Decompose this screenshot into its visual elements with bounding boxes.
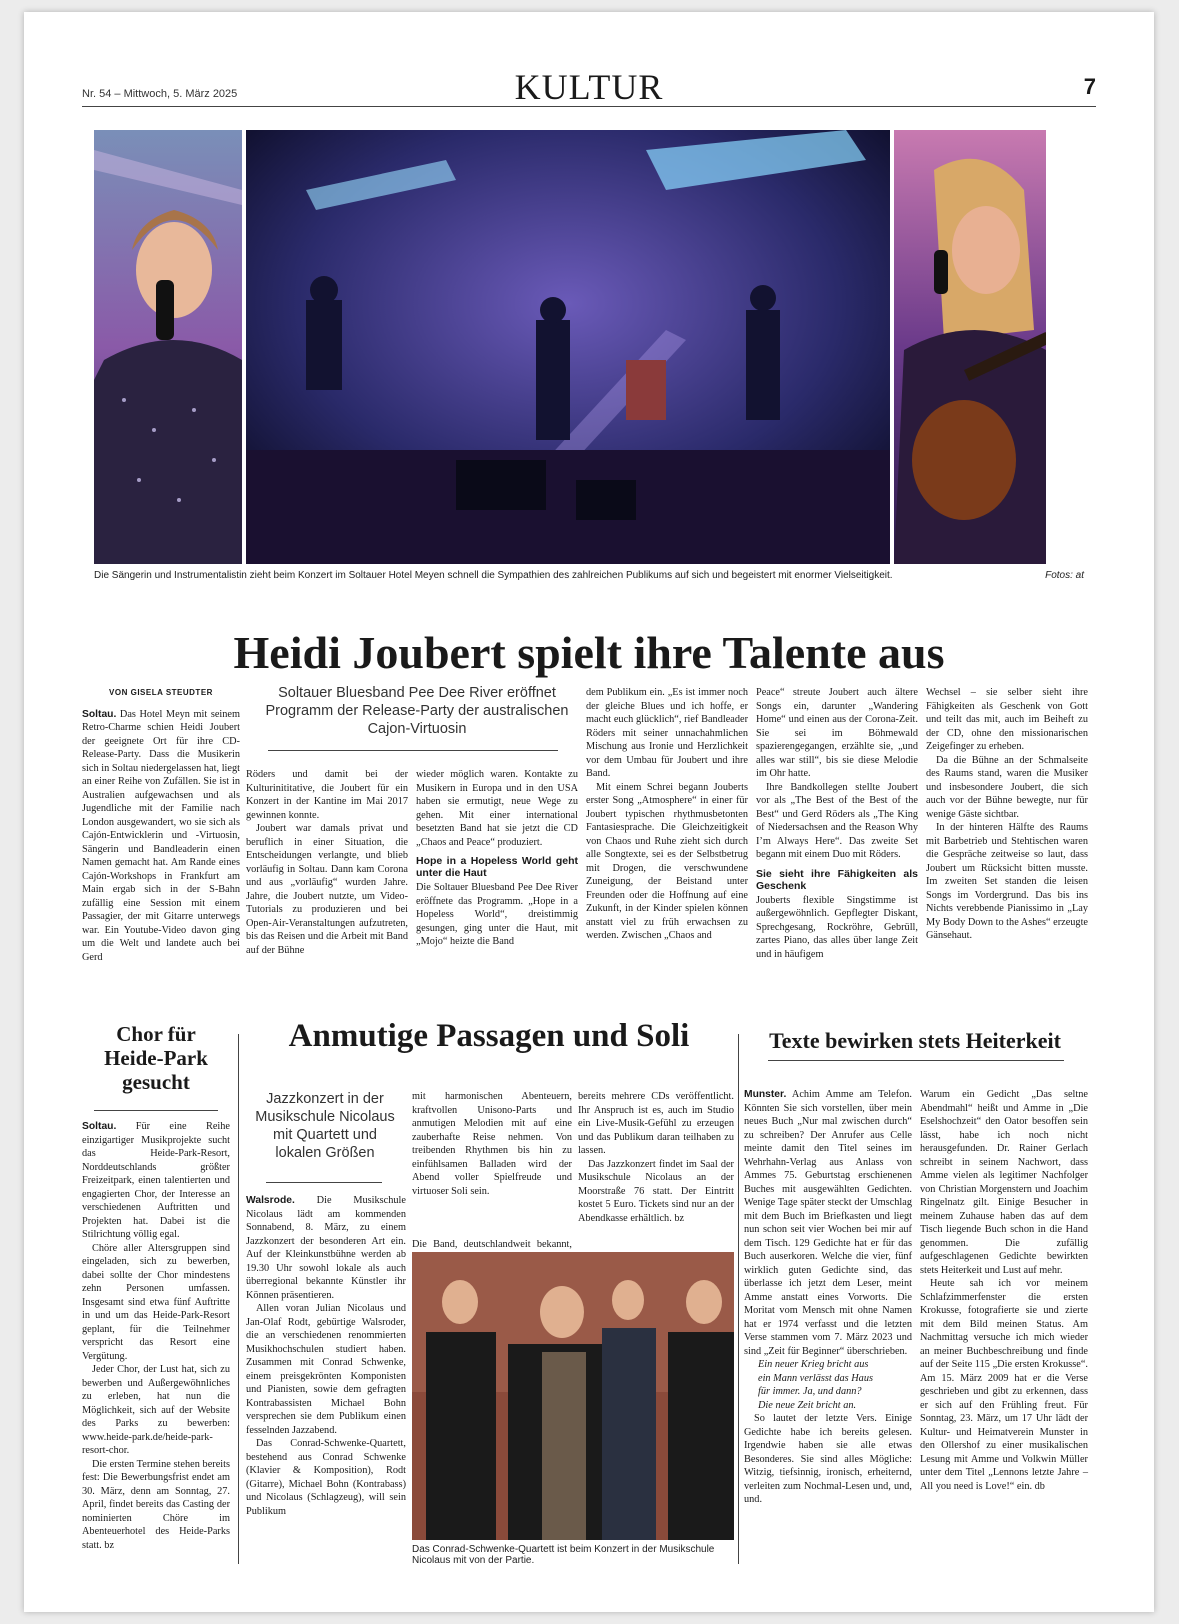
jazz-col1: Walsrode. Die Musikschule Nicolaus lädt am kommenden Sonnabend, 8. März, zu einem Jazzkonzert der besonderen Art ein. Auf der Kleinkunstbühne werden ab 19.30 Uhr sowohl lokale als auch überregional bekannte Künstler ihr Können präsentieren. Allen voran Julian Nicolaus und Jan-Olaf Rodt, gebürtige Walsroder, die an verschiedenen renommierten Musikhochschulen studiert haben. Zusammen mit Conrad Schwenke, einem preisgekrönten Komponisten und Pianisten, sowie dem gefragten Kontrabassisten Michael Bohn versprechen sie dem Publikum einen fesselnden Jazzabend. Das Conrad-Schwenke-Quartett, bestehend aus Conrad Schwenke (Klavier & Komposition), Rodt (Gitarre), Michael Bohn (Kontrabass) und Nicolaus (Schlagzeug), will sein Publikum [246,1195,406,1517]
quartet-illustration [412,1252,734,1540]
article1-col6: Wechsel – sie selber sieht ihre Fähigkeiten als Geschenk von Gott und teilt das mit, auch im Beiheft zu der CD, ohne den missionarischen Zeigefinger zu erheben. Da die Bühne an der Schmalseite des Raums stand, waren die Musiker und insbesondere Joubert, die sich auch vor der Bühne bewegte, nur für wenige Gäste sichtbar. In der hinteren Hälfte des Raums mit Barbetrieb und Stehtischen waren die Gespräche zeitweise so laut, dass Joubert um Rücksicht bitten musste. Im zweiten Set standen die leisen Songs im Vordergrund. Das bis ins Nichts verebbende Pianissimo in „Lay My Body Down to the Ashes“ erzeugte Gänsehaut. [926,687,1088,941]
photo-band-stage [246,130,890,564]
byline: VON GISELA STEUDTER [109,688,213,697]
article1-col3: wieder möglich waren. Kontakte zu Musikern in Europa und in den USA haben sie ermutigt, neue Wege zu gehen. Mit einer international besetzten Band hat sie jetzt die CD „Chaos and Peace“ produziert. Hope in a Hopeless World geht unter die Haut Die Soltauer Bluesband Pee Dee River eröffnete das Programm. „Hope in a Hopeless World“, dreistimmig gesungen, ging unter die Haut, mit „Mojo“ heizte die Band [416,769,578,947]
photo-caption: Die Sängerin und Instrumentalistin zieht beim Konzert im Soltauer Hotel Meyen schnell die Sympathien des zahlreichen Publikums auf sich und begeistert mit enormer Vielseitigkeit. [94,570,893,581]
photo-singer-left [94,130,242,564]
chor-headline: Chor für Heide-Park gesucht [104,1022,208,1094]
column-divider-left [238,1034,239,1564]
column-divider-right [738,1034,739,1564]
section-title: KULTUR [514,67,664,107]
article1-col5: Peace“ streute Joubert auch ältere Songs ein, darunter „Wandering Home“ und einen aus der Corona-Zeit. Sie sei im Böhmewald spazierengegangen, erzählte sie, „und alles war still“, bis sie diese Melodie im Ohr hatte. Ihre Bandkollegen stellte Joubert vor als „The Best of the Best of the Best“ und Gerd Röders als „The King of Niedersachsen and the Reason Why I’m Always Here“. Das zweite Set begann mit einem Duo mit Röders. Sie sieht ihre Fähigkeiten als Geschenk Jouberts flexible Singstimme ist außergewöhnlich. Gepflegter Diskant, Sprechgesang, Rockröhre, Gebrüll, zartes Piano, das alles über lange Zeit und in häufigem [756,687,918,960]
texte-headline: Texte bewirken stets Heiterkeit [769,1028,1061,1053]
newspaper-page [24,12,1154,1612]
article1-lead: Soltau. Das Hotel Meyn mit seinem Retro-Charme schien Heidi Joubert der geeignete Ort für ihre CD-Release-Party. Dass die Musikerin sich in Soltau niedergelassen hat, liegt an einer Reihe von Zufällen. Sie ist in Australien aufgewachsen und als Jugendliche mit der Familie nach London ausgewandert, wo sie sich als Cajón-Entwicklerin und -Virtuosin, Sängerin und Bandleaderin einen Namen gemacht hat. Am Rande eines Cajón-Workshops in Frankfurt am Main ergab sich in der S-Bahn zufällig eine Session mit einem Passagier, der mit Gitarre unterwegs war. Ein Youtube-Video davon ging um die Welt und landete auch bei Gerd [82,708,240,963]
header-rule [82,106,1096,107]
article1-col2: Röders und damit bei der Kulturinititative, die Joubert für ein Konzert in der Kantine im Mai 2017 gewinnen konnte. Joubert war damals privat und beruflich in einer Situation, die Entscheidungen verlangte, und blieb vorläufig in Soltau. Dann kam Corona und aus „vorläufig“ wurden Jahre. Jahre, die Joubert nutzte, um Video-Tutorials zu produzieren und bei Open-Air-Veranstaltungen aufzutreten, bis das Reisen und die Arbeit mit Band auf der Bühne [246,769,408,956]
deck-rule [268,750,558,751]
jazz-col2: mit harmonischen Abenteuern, kraftvollen Unisono-Parts und anmutigen Melodien mit auf eine zauberhafte Reise nehmen. Von treibenden Rhythmen bis hin zu einfühlsamen Balladen wird der Abend voller Spielfreude und virtuoser Soli sein. Die Band, deutschlandweit bekannt, [412,1091,572,1250]
poem: Ein neuer Krieg bricht aus ein Mann verlässt das Haus für immer. Ja, und dann? Die neue Zeit bricht an. [758,1359,873,1411]
jazz-headline: Anmutige Passagen und Soli [288,1018,690,1054]
article-headline: Heidi Joubert spielt ihre Talente aus [233,627,945,678]
jazz-deck-rule [266,1182,382,1183]
dateline: Soltau. [82,708,117,720]
texte-rule [768,1060,1064,1061]
article1-col1 [82,686,240,964]
chor-body: Soltau. Für eine Reihe einzigartiger Musikprojekte sucht das Heide-Park-Resort, Norddeutschlands größter Freizeitpark, einen talentierten und engagierten Chor, der Interesse an verschiedenen Auftritten und Projekten hat. Dabei ist die Stilrichtung völlig egal. Chöre aller Altersgruppen sind eingeladen, sich zu bewerben, dabei sollte der Chor mindestens zehn Personen umfassen. Insgesamt sind etwa fünf Auftritte in und um das Heide-Park-Resort geplant, für die Teilnehmer verspricht das Resort eine Vergütung. Jeder Chor, der Lust hat, sich zu bewerben und Außergewöhnliches zu erleben, hat nun die Möglichkeit, sich auf der Website des Parks zu bewerben: www.heide-park.de/heide-park-resort-chor. Die ersten Termine stehen bereits fest: Die Bewerbungsfrist endet am 30. März, denn am Sonntag, 27. April, findet bereits das Casting der nominierten Chöre im Abenteuerhotel des Heide-Parks statt. bz [82,1121,230,1551]
photo-credit: Fotos: at [1045,570,1084,581]
jazz-col3: bereits mehrere CDs veröffentlicht. Ihr Anspruch ist es, auch im Studio ein Live-Musik-Gefühl zu erzeugen und das Publikum daran teilhaben zu lassen. Das Jazzkonzert findet im Saal der Musikschule Nicolaus an der Moorstraße 76 statt. Der Eintritt kostet 5 Euro. Tickets sind nur an der Abendkasse erhältlich. bz [578,1091,734,1224]
issue-info: Nr. 54 – Mittwoch, 5. März 2025 [82,88,238,100]
article1-col4: dem Publikum ein. „Es ist immer noch der gleiche Blues und ich hoffe, er macht euch glücklich“, rief Bandleader Röders mit seiner unnachahmlichen Mischung aus Ironie und Herzlichkeit vor dem Umbau für Joubert und ihre Band. Mit einem Schrei begann Jouberts erster Song „Atmosphere“ in einer für Joubert typischen rhythmusbetonten Fantasiesprache. Die Gleichzeitigkeit von Chaos und Ruhe zieht sich durch alle Songtexte, sei es der Selbstbetrug mit Drogen, die verschwundene Zuneigung, der Beistand unter Freunden oder die Hoffnung auf eine Zukunft, in der Kinder spielen können anstatt viel zu früh erwachsen zu werden. Zwischen „Chaos and [586,687,748,941]
texte-col2: Warum ein Gedicht „Das seltne Abendmahl“ heißt und Amme in „Die Eselshochzeit“ den Oator besoffen sein lässt, habe ich noch nicht herausgefunden. Dr. Rainer Gerlach schreibt in seinem Nachwort, dass Amme vielen als legitimer Nachfolger von Christian Morgenstern und Joachim Ringelnatz gilt. Einige Besucher in meinem Zuhause haben das auf dem Tisch liegende Buch schon in die Hand genommen. Die zufällig aufgeschlagenen Gedichte bewirkten stets Heiterkeit und Lust auf mehr. Heute sah ich vor meinem Schlafzimmerfenster die ersten Krokusse, fotografierte sie und zierte mit dem Bild meinen Status. Am Nachmittag versuche ich mich wieder an meiner Buchbeschreibung und finde auf der Seite 115 „Die ersten Krokusse“. Am 15. März 2009 hat er die Verse geschrieben und gibt zu erkennen, dass er sich auf den Frühling freut. Für Sonntag, 23. März, um 17 Uhr lädt der Kultur- und Heimatverein Munster in den Ollershof zu einer musikalischen Lesung mit Amme und Volkwin Müller unter dem Titel „Lennons letzte Jahre – All you need is Love!“ ein. db [920,1089,1088,1492]
quartet-caption: Das Conrad-Schwenke-Quartett ist beim Konzert in der Musikschule Nicolaus mit von der Partie. [412,1544,715,1566]
page-number: 7 [1083,74,1096,99]
subheading-gift: Sie sieht ihre Fähigkeiten als Geschenk [756,867,918,892]
photo-quartet [412,1252,734,1540]
singer-left-illustration [94,130,242,564]
chor-rule [94,1110,218,1111]
subheading-hope: Hope in a Hopeless World geht unter die Haut [416,855,578,879]
photo-singer-right [894,130,1046,564]
jazz-deck: Jazzkonzert in der Musikschule Nicolaus mit Quartett und lokalen Größen [255,1091,395,1161]
band-stage-illustration [246,130,890,564]
article1-deck: Soltauer Bluesband Pee Dee River eröffnet Programm der Release-Party der australischen Cajon-Virtuosin [265,685,569,737]
singer-right-illustration [894,130,1046,564]
texte-col1: Munster. Achim Amme am Telefon. Könnten Sie sich vorstellen, über mein neues Buch „Nur mal zwischen durch“ zu schreiben? Der Anrufer aus Celle meinte damit den Titel seines im Wehrhahn-Verlag aus Anlass von Ammes 75. Geburtstag erschienenen Buches mit ausgewählten Gedichten. Wenige Tage später steckt der Umschlag mit dem Buch im Briefkasten und liegt nun schon seit vier Wochen bei mir auf dem Tisch. 129 Gedichte hat er für das Buch auserkoren. Welche die vier, fünf wirklich guten Gedichte sind, das überlasse ich jetzt dem Leser, meint Amme anstatt eines Vorworts. Die Moritat vom Mensch mit ohne Namen hat er 1974 verfasst und die letzten Verse stammen vom 7. März 2023 und sind „Zeit für Beginner“ überschrieben. Ein neuer Krieg bricht aus ein Mann verlässt das Haus für immer. Ja, und dann? Die neue Zeit bricht an. So lautet der letzte Vers. Einige Gedichte habe ich bereits gelesen. Irgendwie haben sie alle etwas Besonderes. Sie sind alles Mögliche: Witzig, tiefsinnig, ironisch, erheiternd, verleiten zum Nochmal-Lesen und, und, und. [744,1089,912,1505]
